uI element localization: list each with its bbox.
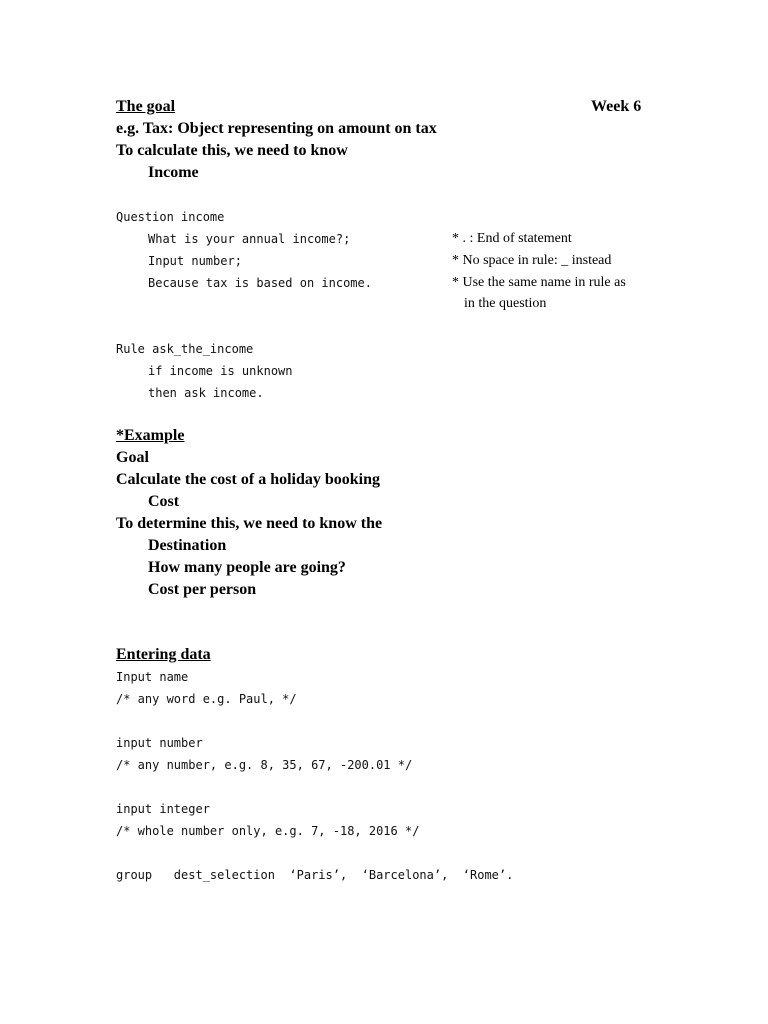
question-line-3: Because tax is based on income.: [148, 276, 372, 290]
entering-data-heading: Entering data: [116, 646, 211, 663]
question-title: Question income: [116, 210, 225, 224]
rule-line-1: if income is unknown: [148, 364, 293, 378]
example-goal-text: Calculate the cost of a holiday booking: [116, 471, 381, 488]
example-item-2: How many people are going?: [148, 559, 346, 576]
rule-line-2: then ask income.: [148, 386, 264, 400]
entering-line-4: /* any number, e.g. 8, 35, 67, -200.01 */: [116, 758, 413, 772]
example-goal-label: Goal: [116, 449, 149, 466]
note-1: * . : End of statement: [452, 231, 572, 246]
example-item-1: Destination: [148, 537, 227, 554]
question-line-2: Input number;: [148, 254, 242, 268]
entering-line-7: group dest_selection ‘Paris’, ‘Barcelona’, ‘Rome’.: [116, 868, 514, 882]
entering-line-6: /* whole number only, e.g. 7, -18, 2016 */: [116, 824, 420, 838]
example-goal-item: Cost: [148, 493, 180, 510]
example-need-text: To determine this, we need to know the: [116, 515, 383, 532]
example-heading: *Example: [116, 427, 185, 444]
note-3: * Use the same name in rule as: [452, 275, 626, 290]
note-3-continued: in the question: [464, 296, 547, 311]
example-item-3: Cost per person: [148, 581, 257, 598]
entering-line-1: Input name: [116, 670, 189, 684]
entering-line-2: /* any word e.g. Paul, */: [116, 692, 297, 706]
week-label: Week 6: [591, 98, 642, 115]
goal-line-3: Income: [148, 164, 199, 181]
question-line-1: What is your annual income?;: [148, 232, 351, 246]
goal-line-1: e.g. Tax: Object representing on amount on tax: [116, 120, 437, 137]
entering-line-3: input number: [116, 736, 203, 750]
rule-title: Rule ask_the_income: [116, 342, 254, 356]
goal-heading: The goal: [116, 98, 176, 115]
entering-line-5: input integer: [116, 802, 210, 816]
note-2: * No space in rule: _ instead: [452, 253, 612, 268]
goal-line-2: To calculate this, we need to know: [116, 142, 348, 159]
